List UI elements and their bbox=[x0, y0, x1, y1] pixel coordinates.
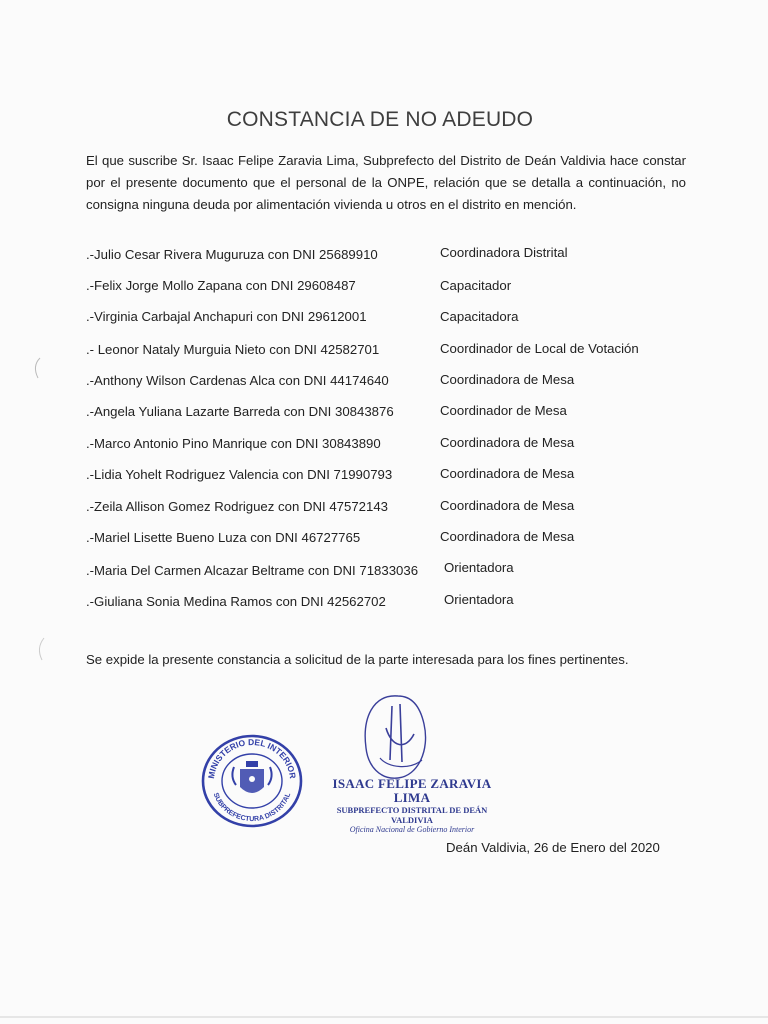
person-name: .-Julio Cesar Rivera Muguruza con DNI 25689910 bbox=[86, 247, 378, 262]
stamp-office: Oficina Nacional de Gobierno Interior bbox=[349, 825, 475, 834]
person-role: Coordinador de Mesa bbox=[440, 403, 567, 418]
ministry-seal bbox=[200, 733, 304, 829]
person-name: .-Anthony Wilson Cardenas Alca con DNI 44174640 bbox=[86, 373, 389, 388]
person-name: .-Zeila Allison Gomez Rodriguez con DNI 47572143 bbox=[86, 499, 389, 514]
person-name: .-Felix Jorge Mollo Zapana con DNI 29608487 bbox=[86, 278, 356, 293]
person-name: .-Mariel Lisette Bueno Luza con DNI 46727765 bbox=[86, 530, 361, 545]
document-date: Deán Valdivia, 26 de Enero del 2020 bbox=[446, 840, 660, 855]
person-role: Coordinadora de Mesa bbox=[440, 529, 575, 544]
page-edge-divider bbox=[0, 1016, 768, 1018]
person-name: .-Giuliana Sonia Medina Ramos con DNI 42562702 bbox=[86, 594, 386, 609]
closing-statement: Se expide la presente constancia a solicitud de la parte interesada para los fines pertinentes. bbox=[86, 652, 629, 667]
intro-paragraph: El que suscribe Sr. Isaac Felipe Zaravia Lima, Subprefecto del Distrito de Deán Valdivia hace constar por el presente documento que el personal de la ONPE, relación que se detalla a continuación, no consigna ninguna deuda por alimentación vivienda u otros en el distrito en mención. bbox=[86, 153, 686, 212]
person-name: .-Lidia Yohelt Rodriguez Valencia con DNI 71990793 bbox=[86, 467, 393, 482]
person-name: .-Marco Antonio Pino Manrique con DNI 30843890 bbox=[86, 436, 381, 451]
handwritten-signature bbox=[318, 688, 458, 788]
person-role: Orientadora bbox=[444, 560, 514, 575]
scan-mark bbox=[30, 356, 42, 380]
coat-of-arms-icon bbox=[232, 761, 271, 793]
stamp-name: ISAAC FELIPE ZARAVIA LIMA bbox=[332, 776, 492, 805]
person-role: Coordinadora de Mesa bbox=[440, 498, 575, 513]
stamp-position: SUBPREFECTO DISTRITAL DE DEÁN VALDIVIA bbox=[336, 805, 488, 825]
person-role: Coordinadora de Mesa bbox=[440, 466, 575, 481]
person-role: Coordinadora de Mesa bbox=[440, 372, 575, 387]
person-role: Coordinador de Local de Votación bbox=[440, 341, 639, 356]
person-role: Coordinadora Distrital bbox=[440, 245, 568, 260]
signature-stamp bbox=[322, 777, 502, 835]
scan-mark bbox=[34, 636, 46, 662]
person-name: .-Virginia Carbajal Anchapuri con DNI 29612001 bbox=[86, 309, 367, 324]
person-name: .- Leonor Nataly Murguia Nieto con DNI 42582701 bbox=[86, 342, 380, 357]
seal-text-bottom: SUBPREFECTURA DISTRITAL bbox=[211, 792, 293, 824]
person-name: .-Angela Yuliana Lazarte Barreda con DNI 30843876 bbox=[86, 404, 394, 419]
person-name: .-Maria Del Carmen Alcazar Beltrame con DNI 71833036 bbox=[86, 563, 419, 578]
person-role: Capacitador bbox=[440, 278, 512, 293]
seal-text-top: MINISTERIO DEL INTERIOR bbox=[205, 736, 298, 780]
document-title: CONSTANCIA DE NO ADEUDO bbox=[226, 108, 534, 131]
person-role: Coordinadora de Mesa bbox=[440, 435, 575, 450]
person-role: Orientadora bbox=[444, 592, 514, 607]
person-role: Capacitadora bbox=[440, 309, 519, 324]
